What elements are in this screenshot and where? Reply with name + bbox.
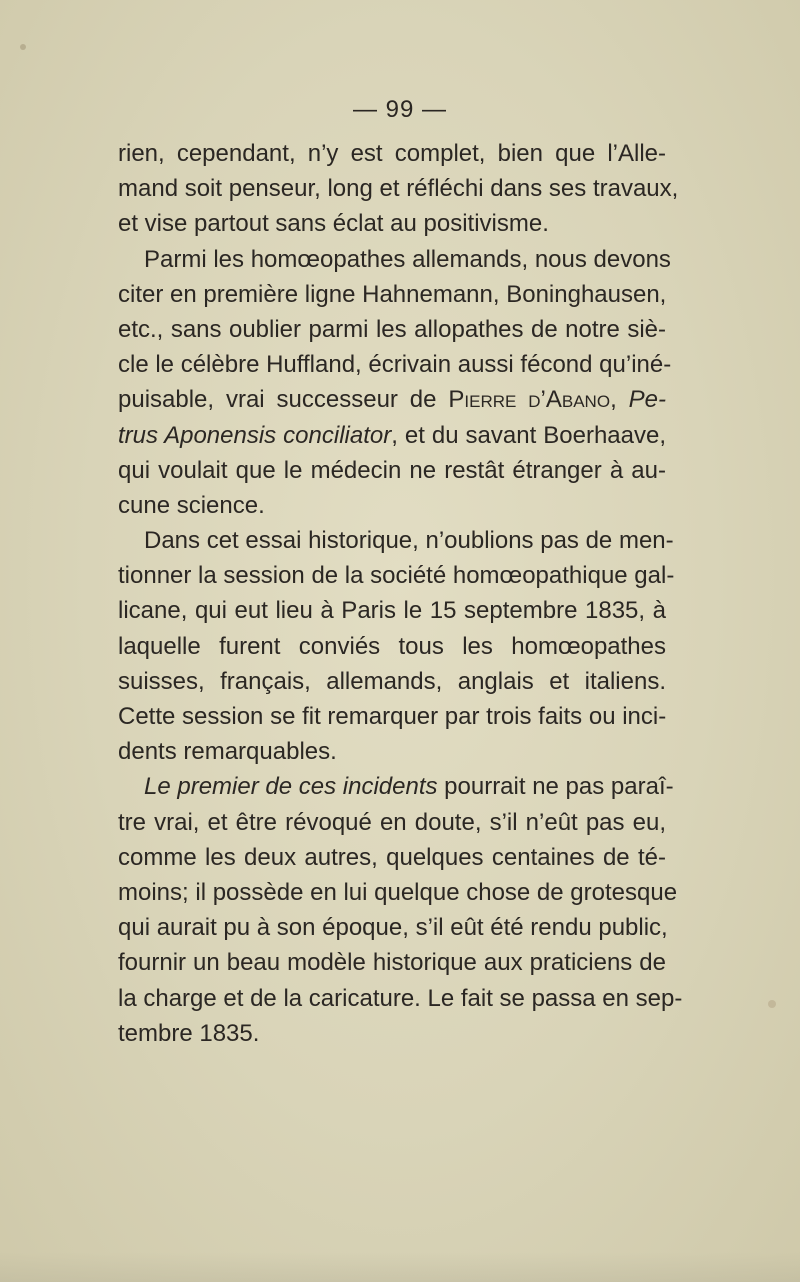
page-edge-wear xyxy=(0,1252,800,1282)
text-line: cle le célèbre Huffland, écrivain aussi fécond qu’iné- xyxy=(118,351,672,379)
paper-speck xyxy=(768,1000,776,1008)
text-line: mand soit penseur, long et réfléchi dans ses travaux, xyxy=(118,175,679,203)
text-fragment: , xyxy=(610,386,629,414)
paragraph-1 xyxy=(118,136,679,242)
text-line xyxy=(118,418,666,453)
text-line xyxy=(118,769,674,804)
text-line xyxy=(118,382,666,417)
text-line: comme les deux autres, quelques centaines de té- xyxy=(118,843,666,871)
text-line: laquelle furent conviés tous les homœopathes xyxy=(118,632,666,660)
text-line: moins; il possède en lui quelque chose de grotesque xyxy=(118,878,678,906)
text-line: la charge et de la caricature. Le fait se passa en sep- xyxy=(118,984,683,1012)
body-text xyxy=(118,136,683,1051)
text-line: et vise partout sans éclat au positivisme. xyxy=(118,210,549,238)
page-number: — 99 — xyxy=(352,96,448,123)
text-line: fournir un beau modèle historique aux praticiens de xyxy=(118,949,666,977)
text-line: Parmi les homœopathes allemands, nous devons xyxy=(144,245,671,273)
paragraph-4 xyxy=(118,769,683,1051)
text-fragment: , et du savant Boerhaave, xyxy=(391,421,667,449)
text-line: rien, cependant, n’y est complet, bien que l’Alle- xyxy=(118,140,666,167)
paper-speck xyxy=(20,44,26,50)
text-line: qui voulait que le médecin ne restât étranger à au- xyxy=(118,456,666,484)
text-line: Dans cet essai historique, n’oublions pas de men- xyxy=(144,527,674,555)
text-fragment: pourrait ne pas paraî- xyxy=(437,773,674,801)
text-line: Cette session se fit remarquer par trois faits ou inci- xyxy=(118,703,667,730)
text-line: suisses, français, allemands, anglais et italiens. xyxy=(118,667,666,695)
text-fragment: puisable, vrai successeur de xyxy=(118,386,449,414)
text-line: cune science. xyxy=(118,491,265,519)
text-line: licane, qui eut lieu à Paris le 15 septembre 1835, à xyxy=(118,597,666,625)
italic-phrase: Le premier de ces incidents xyxy=(144,773,438,801)
text-line: qui aurait pu à son époque, s’il eût été rendu public, xyxy=(118,914,668,942)
latin-title: Pe- xyxy=(628,386,666,414)
paragraph-3 xyxy=(118,523,675,769)
text-line: dents remarquables. xyxy=(118,738,337,766)
text-line: tre vrai, et être révoqué en doute, s’il n’eût pas eu, xyxy=(118,808,666,836)
latin-title: trus Aponensis conciliator xyxy=(118,421,392,449)
text-line: tembre 1835. xyxy=(118,1019,260,1047)
text-line: etc., sans oublier parmi les allopathes de notre siè- xyxy=(118,315,666,343)
text-line: citer en première ligne Hahnemann, Boninghausen, xyxy=(118,280,667,308)
paragraph-2 xyxy=(118,242,672,524)
text-line: tionner la session de la société homœopathique gal- xyxy=(118,562,675,590)
author-name: Pierre d’Abano xyxy=(448,386,611,414)
